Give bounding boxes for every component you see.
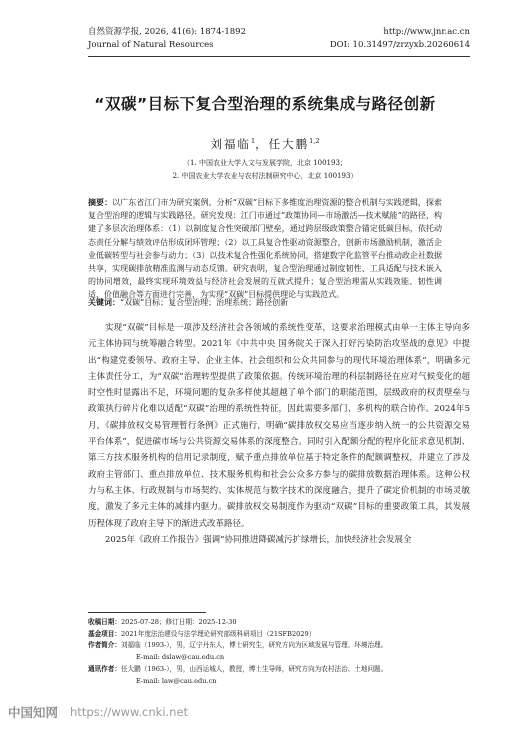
- affiliation-line: 2. 中国农业大学农业与农村法制研究中心，北京 100193）: [172, 172, 358, 180]
- abstract: [88, 196, 442, 302]
- author-affil-mark: 1: [251, 137, 256, 146]
- author-name: 刘福临: [210, 137, 251, 151]
- footnote-author2-email[interactable]: E-mail: law@cau.edu.cn: [136, 676, 217, 685]
- footnotes: [88, 617, 470, 687]
- body-paragraph: 2025年《政府工作报告》强调“协同推进降碳减污扩绿增长，加快经济社会发展全: [105, 534, 412, 545]
- footnote-received: [88, 617, 470, 629]
- header-rule: [88, 56, 470, 57]
- footnote-value: 刘福临（1993-），男，辽宁丹东人，博士研究生，研究方向为区域发展与管理、环境治理。: [120, 641, 388, 650]
- abstract-label: 摘要：: [88, 197, 113, 207]
- cnki-brand: 中国知网: [8, 705, 59, 720]
- footnote-label: 作者简介：: [88, 641, 121, 650]
- author-separator: ，: [255, 137, 269, 151]
- doi[interactable]: DOI: 10.31497/zrzyxb.20260614: [329, 40, 470, 50]
- footnote-label: 基金项目：: [88, 629, 121, 638]
- author-name: 任大鹏: [268, 137, 310, 151]
- body-text: [88, 320, 470, 548]
- article-title: “双碳”目标下复合型治理的系统集成与路径创新: [94, 95, 436, 113]
- affiliations: [60, 157, 470, 183]
- journal-url[interactable]: http://www.jnr.ac.cn: [383, 27, 470, 37]
- abstract-text: 以广东省江门市为研究案例，分析“双碳”目标下多维度治理资源的整合机制与实践逻辑，探索复合型治理的逻辑与实践路径。研究发现：江门市通过“政策协同—市场激活—技术赋能”的路径，构建了多层次治理体系：（1）以制度复合性突破部门壁垒，通过跨层级政策整合锚定低碳目标，依托动态责任分解与绩效评估形成闭环管理；（2）以工具复合性驱动资源整合，创新市场激励机制，激活企业低碳转型与社会参与动力；（3）以技术复合性强化系统协同，搭建数字化监管平台推动政企社数据共享，实现碳排放精准监测与动态反馈。研究表明，复合型治理通过制度韧性、工具适配与技术嵌入的协同增效，最终实现环境效益与经济社会发展的互就式提升；复合型治理需从实践效能、韧性调适、价值融合等方面进行完善，为实现“双碳”目标提供理论与实践范式。: [88, 198, 442, 300]
- footnote-author2: [88, 664, 470, 676]
- author-affil-mark: 1,2: [309, 137, 320, 146]
- footnote-author1: [88, 640, 470, 652]
- footnote-rule: [88, 612, 206, 613]
- keywords: [88, 296, 442, 309]
- journal-name-en: Journal of Natural Resources: [88, 40, 214, 50]
- footnote-value: 2021年度法治建设与法学理论研究部级科研项目（21SFB2029）: [120, 629, 316, 638]
- author-line: [60, 136, 470, 152]
- footnote-label: 收稿日期：: [88, 618, 121, 626]
- cnki-watermark: [8, 703, 188, 721]
- footnote-author1-email[interactable]: E-mail: dslaw@cau.edu.cn: [136, 653, 225, 662]
- footnote-value: 2025-07-28；修订日期：2025-12-30: [120, 618, 237, 626]
- running-header: [88, 26, 470, 52]
- footnote-label: 通讯作者：: [88, 664, 121, 673]
- cnki-url[interactable]: https://www.cnki.net: [70, 705, 189, 719]
- journal-citation-cn: 自然资源学报, 2026, 41(6): 1874-1892: [88, 27, 246, 37]
- body-paragraph: 实现“双碳”目标是一项涉及经济社会各领域的系统性变革，这要求治理模式由单一主体主导向多元主体协同与统筹融合转型。2021年《中共中央 国务院关于深入打好污染防治攻坚战的意见》中提出“构建党委领导、政府主导、企业主体、社会组织和公众共同参与的现代环境治理体系”，明确多元主体责任分工，为“双碳”治理转型提供了政策依据。传统环境治理的科层制路径在应对气候变化的超时空性时显露出不足，环境问题的复杂多样使其超越了单个部门的职能范围，层级政府的权责壁垒与政策执行碎片化难以适配“双碳”治理的系统性特征，因此需要多部门、多机构的联合协作。2024年5月，《碳排放权交易管理暂行条例》正式施行，明确“碳排放权交易应当逐步纳入统一的公共资源交易平台体系”，促进碳市场与公共资源交易体系的深度整合。同时引入配额分配的程序化征求意见机制、第三方技术服务机构的信用记录制度，赋予重点排放单位基于特定条件的配额调整权，并建立了涉及政府主管部门、重点排放单位、技术服务机构和社会公众多方参与的碳排放数据治理体系。这种公权力与私主体、行政规制与市场契约、实体规范与数字技术的深度融合，提升了碳定价机制的市场灵敏度，激发了多元主体的减排内驱力。碳排放权交易制度作为驱动“双碳”目标的重要政策工具，其发展历程体现了政府主导下的渐进式改革路径。: [88, 323, 470, 529]
- affiliation-line: （1. 中国农业大学人文与发展学院，北京 100193；: [183, 159, 347, 167]
- keywords-text: “双碳”目标；复合型治理；治理系统；路径创新: [120, 298, 289, 307]
- footnote-value: 任大鹏（1963-），男，山西运城人，教授，博士生导师，研究方向为农村法治、土地问题。: [120, 664, 388, 673]
- keywords-label: 关键词：: [88, 297, 120, 307]
- footnote-fund: [88, 629, 470, 641]
